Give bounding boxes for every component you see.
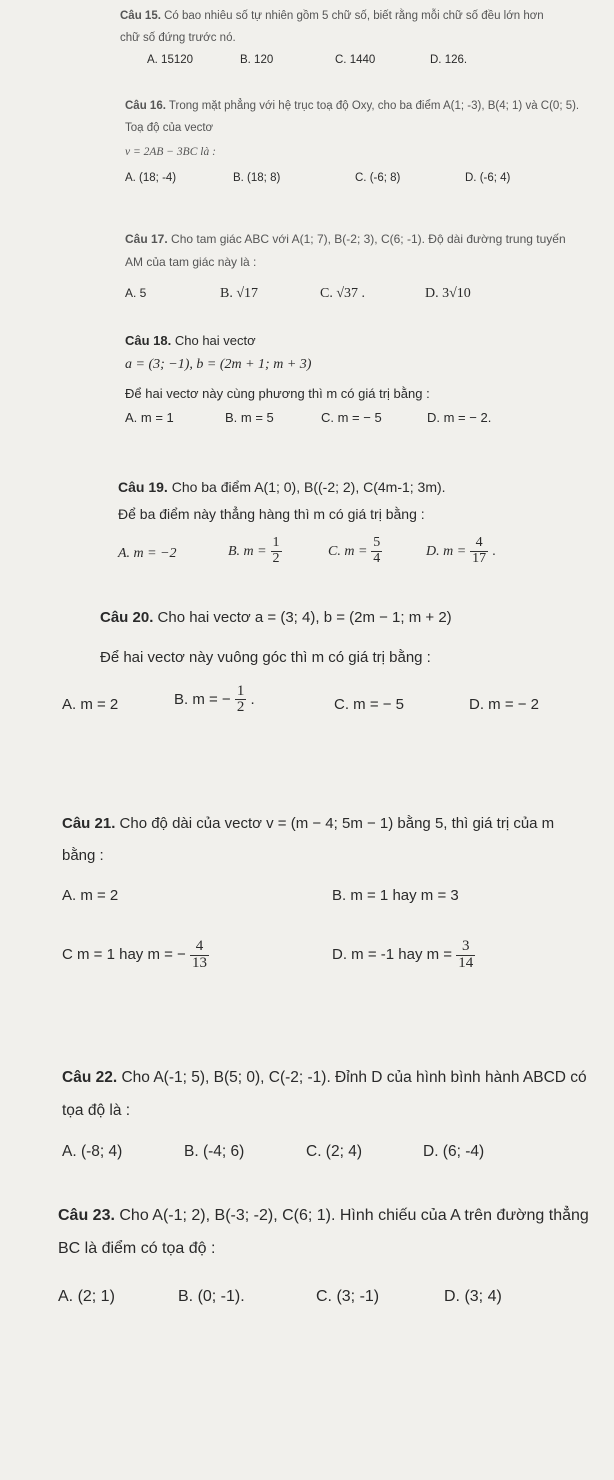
option-b-fraction [271, 536, 282, 566]
option-b-label: B. m = [228, 543, 267, 559]
question-22 [62, 1062, 594, 1171]
question-16 [125, 96, 586, 194]
option-a[interactable]: A. (2; 1) [58, 1287, 115, 1305]
option-b[interactable]: B. √17 [220, 285, 259, 301]
option-c[interactable]: C. m = − 5 [334, 695, 405, 713]
question-18 [125, 330, 594, 434]
question-17-options [125, 286, 586, 312]
option-d[interactable]: D. (-6; 4) [465, 171, 511, 184]
question-23-options [58, 1288, 606, 1316]
option-c[interactable] [328, 536, 382, 566]
question-17 [125, 228, 586, 312]
question-number: Câu 15. [120, 10, 161, 22]
question-number: Câu 20. [100, 609, 154, 626]
question-21-stem: Câu 21. Cho độ dài của vectơ v = (m − 4; 5m − 1) bằng 5, thì giá trị của m bằng : [62, 815, 555, 864]
option-d[interactable]: D. (3; 4) [444, 1287, 502, 1305]
option-c-fraction [371, 536, 382, 566]
question-21 [62, 808, 584, 989]
question-23 [58, 1200, 606, 1316]
question-20-options [62, 684, 594, 730]
option-d[interactable]: D. 3√10 [425, 285, 471, 301]
denominator: 2 [236, 699, 245, 716]
option-d[interactable]: D. m = − 2 [469, 695, 540, 713]
question-19-stem: Câu 19. Cho ba điểm A(1; 0), B((-2; 2), C(4m-1; 3m). [118, 479, 446, 495]
question-22-stem: Câu 22. Cho A(-1; 5), B(5; 0), C(-2; -1). Đỉnh D của hình bình hành ABCD có tọa độ là : [62, 1069, 587, 1119]
question-number: Câu 22. [62, 1069, 118, 1086]
question-20-condition: Để hai vectơ này vuông góc thì m có giá trị bằng : [100, 649, 431, 667]
question-16-expression: v = 2AB − 3BC là : [125, 145, 216, 158]
denominator: 17 [472, 550, 487, 566]
question-15-stem: Câu 15. Có bao nhiêu số tự nhiên gồm 5 chữ số, biết rằng mỗi chữ số đều lớn hơn chữ số đứng trước nó. [120, 10, 544, 44]
option-b[interactable] [228, 536, 282, 566]
option-c[interactable]: C. 1440 [335, 53, 376, 66]
question-18-condition: Để hai vectơ này cùng phương thì m có giá trị bằng : [125, 386, 430, 402]
numerator: 3 [456, 939, 475, 956]
option-d-label: D. m = [426, 543, 467, 559]
question-15-options [0, 54, 556, 76]
question-number: Câu 23. [58, 1207, 115, 1224]
numerator: 4 [190, 939, 209, 956]
option-a[interactable]: A. m = −2 [118, 546, 177, 561]
option-d-fraction [456, 939, 475, 972]
question-19-options [118, 536, 594, 580]
option-c-label: C m = 1 hay m = − [62, 946, 186, 964]
option-c[interactable] [62, 939, 209, 972]
denominator: 4 [373, 550, 381, 566]
question-number: Câu 19. [118, 479, 168, 495]
option-b[interactable]: B. (0; -1). [178, 1287, 245, 1305]
option-b-period: . [250, 690, 255, 708]
question-21-options [62, 879, 584, 989]
option-b[interactable] [174, 684, 255, 717]
option-a[interactable]: A. 15120 [147, 53, 194, 66]
question-number: Câu 16. [125, 100, 166, 112]
option-a[interactable]: A. m = 2 [62, 695, 119, 713]
numerator: 5 [373, 535, 381, 550]
option-c[interactable]: C. (-6; 8) [355, 171, 401, 184]
question-18-options [125, 410, 594, 434]
option-a[interactable]: A. m = 1 [125, 410, 174, 425]
option-a[interactable]: A. (-8; 4) [62, 1143, 123, 1161]
option-b[interactable]: B. m = 5 [225, 410, 274, 425]
option-c[interactable]: C. (2; 4) [306, 1143, 362, 1161]
option-a[interactable]: A. (18; -4) [125, 171, 177, 184]
option-c-label: C. m = [328, 543, 368, 559]
question-19 [118, 475, 594, 580]
question-15 [120, 6, 556, 76]
option-c-fraction [190, 939, 209, 972]
option-d-period: . [491, 541, 496, 558]
question-number: Câu 18. [125, 333, 172, 348]
numerator: 1 [272, 535, 280, 550]
option-d-fraction [470, 536, 488, 566]
question-22-options [62, 1143, 594, 1171]
option-d-label: D. m = -1 hay m = [332, 946, 453, 964]
option-a[interactable]: A. m = 2 [62, 887, 119, 904]
option-d[interactable]: D. 126. [430, 53, 468, 66]
option-d[interactable] [332, 939, 475, 972]
option-d[interactable]: D. m = − 2. [427, 410, 492, 425]
question-23-stem: Câu 23. Cho A(-1; 2), B(-3; -2), C(6; 1). Hình chiếu của A trên đường thẳng BC là điểm có tọa độ : [58, 1207, 589, 1257]
question-18-vectors: a = (3; −1), b = (2m + 1; m + 3) [125, 356, 312, 372]
option-b[interactable]: B. (-4; 6) [184, 1143, 245, 1161]
option-b-label: B. m = − [174, 690, 231, 708]
question-16-stem: Câu 16. Trong mặt phẳng với hệ trục toạ độ Oxy, cho ba điểm A(1; -3), B(4; 1) và C(0; 5). Toạ độ của vectơ [125, 100, 580, 134]
question-20 [62, 605, 594, 730]
denominator: 14 [458, 954, 474, 971]
option-b[interactable]: B. m = 1 hay m = 3 [332, 887, 459, 904]
question-19-condition: Để ba điểm này thẳng hàng thì m có giá trị bằng : [118, 505, 425, 522]
option-b[interactable]: B. 120 [240, 53, 274, 66]
question-number: Câu 21. [62, 815, 116, 832]
question-number: Câu 17. [125, 232, 168, 246]
question-20-stem: Câu 20. Cho hai vectơ a = (3; 4), b = (2m − 1; m + 2) [100, 609, 452, 626]
option-a[interactable]: A. 5 [125, 285, 147, 300]
option-c[interactable]: C. √37 . [320, 285, 366, 301]
option-d[interactable]: D. (6; -4) [423, 1143, 485, 1161]
numerator: 4 [470, 536, 488, 552]
option-c[interactable]: C. m = − 5 [321, 410, 382, 425]
option-d[interactable] [426, 536, 496, 566]
option-b-fraction [235, 684, 247, 717]
option-b[interactable]: B. (18; 8) [233, 171, 281, 184]
question-16-options [125, 172, 586, 194]
denominator: 13 [191, 954, 207, 971]
denominator: 2 [272, 550, 280, 566]
question-17-stem: Câu 17. Cho tam giác ABC với A(1; 7), B(-2; 3), C(6; -1). Độ dài đường trung tuyến AM của tam giác này là : [125, 232, 566, 269]
option-c[interactable]: C. (3; -1) [316, 1287, 380, 1305]
numerator: 1 [236, 682, 245, 699]
question-18-stem: Câu 18. Cho hai vectơ [125, 333, 256, 348]
